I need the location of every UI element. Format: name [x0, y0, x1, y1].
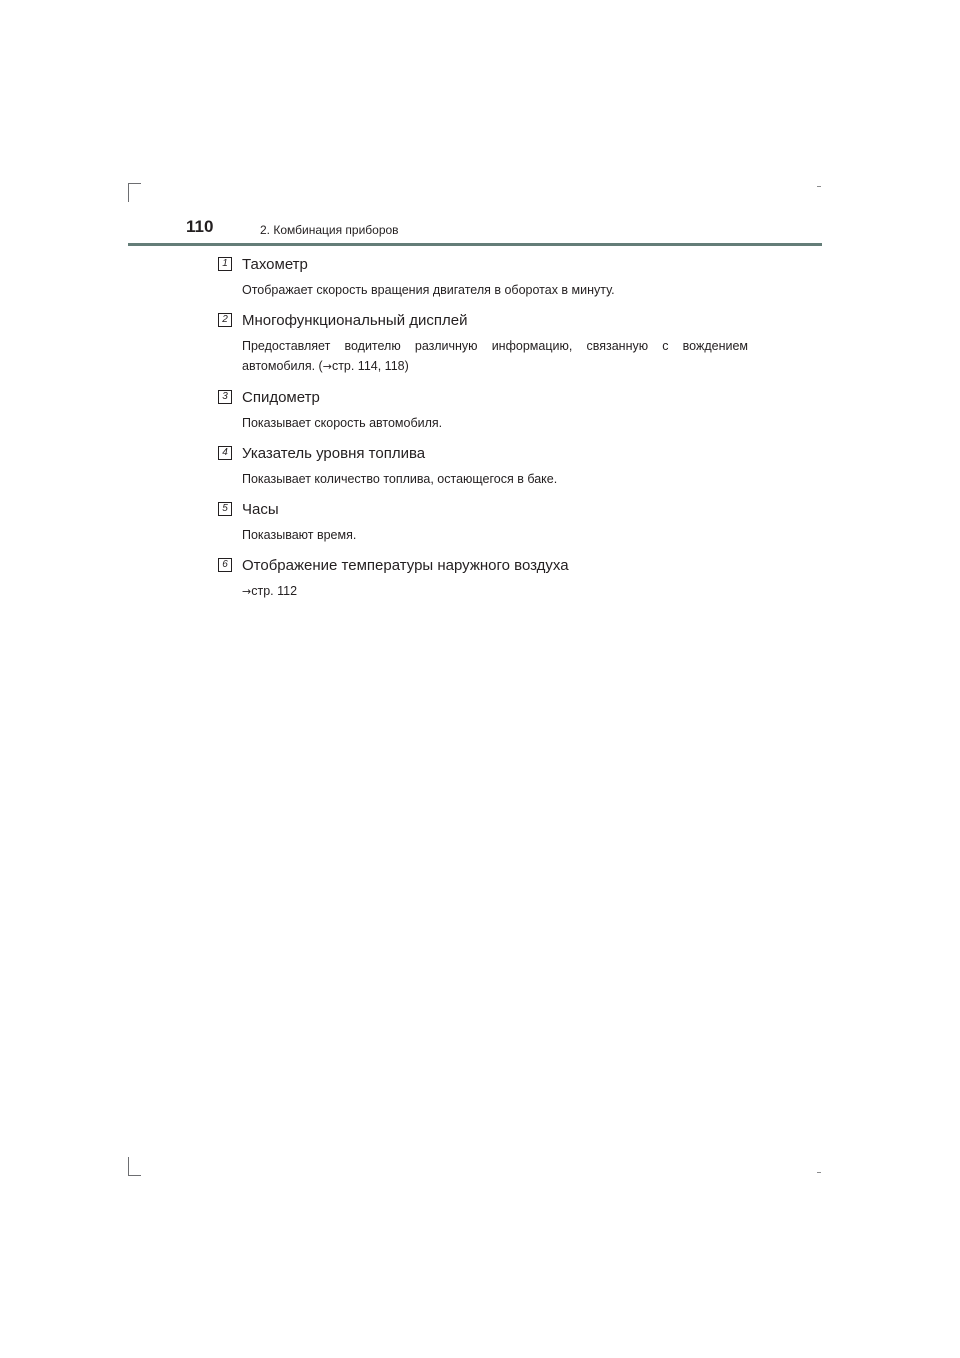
list-item-clock [218, 498, 748, 545]
crop-mark-top-left-vertical [128, 183, 129, 202]
item-heading [218, 498, 748, 520]
instrument-list [218, 253, 748, 602]
item-heading [218, 386, 748, 408]
page-reference-link[interactable]: стр. 112 [251, 584, 298, 598]
item-heading [218, 253, 748, 275]
item-description: Показывает скорость автомобиля. [242, 416, 443, 430]
item-description: Отображает скорость вращения двигателя в оборотах в минуту. [242, 283, 615, 297]
page-number: 110 [186, 217, 214, 236]
header-divider [128, 243, 822, 246]
item-title: Тахометр [242, 255, 308, 273]
crop-mark-bottom-left-horizontal [128, 1175, 141, 1176]
item-number-badge: 6 [218, 558, 232, 572]
item-number-badge: 2 [218, 313, 232, 327]
item-number-badge: 4 [218, 446, 232, 460]
arrow-icon: → [242, 585, 252, 598]
item-number-badge: 1 [218, 257, 232, 271]
item-number-badge: 3 [218, 390, 232, 404]
item-heading [218, 442, 748, 464]
item-description [242, 581, 748, 602]
crop-mark-top-right [817, 186, 821, 187]
item-description [242, 336, 748, 377]
crop-mark-top-left-horizontal [128, 183, 141, 184]
item-description: Показывают время. [242, 528, 357, 542]
item-title: Указатель уровня топлива [242, 444, 426, 462]
item-title: Часы [242, 500, 279, 518]
item-description-line: Предоставляет водителю различную информацию, связанную с вождением [242, 339, 748, 353]
item-description-text: автомобиля. ( [242, 359, 323, 373]
list-item-outside-temperature [218, 554, 748, 602]
item-number-badge: 5 [218, 502, 232, 516]
item-title: Спидометр [242, 388, 320, 406]
list-item-speedometer [218, 386, 748, 433]
item-heading [218, 554, 748, 576]
item-heading [218, 309, 748, 331]
arrow-icon: → [322, 360, 332, 373]
page-reference-link[interactable]: стр. 114, 118) [331, 359, 409, 373]
list-item-fuel-gauge [218, 442, 748, 489]
crop-mark-bottom-right [817, 1172, 821, 1173]
item-title: Многофункциональный дисплей [242, 311, 468, 329]
section-title: 2. Комбинация приборов [260, 223, 399, 237]
crop-mark-bottom-left-vertical [128, 1157, 129, 1176]
list-item-multi-display [218, 309, 748, 377]
item-description: Показывает количество топлива, остающегося в баке. [242, 472, 558, 486]
item-title: Отображение температуры наружного воздуха [242, 556, 569, 574]
list-item-tachometer [218, 253, 748, 300]
